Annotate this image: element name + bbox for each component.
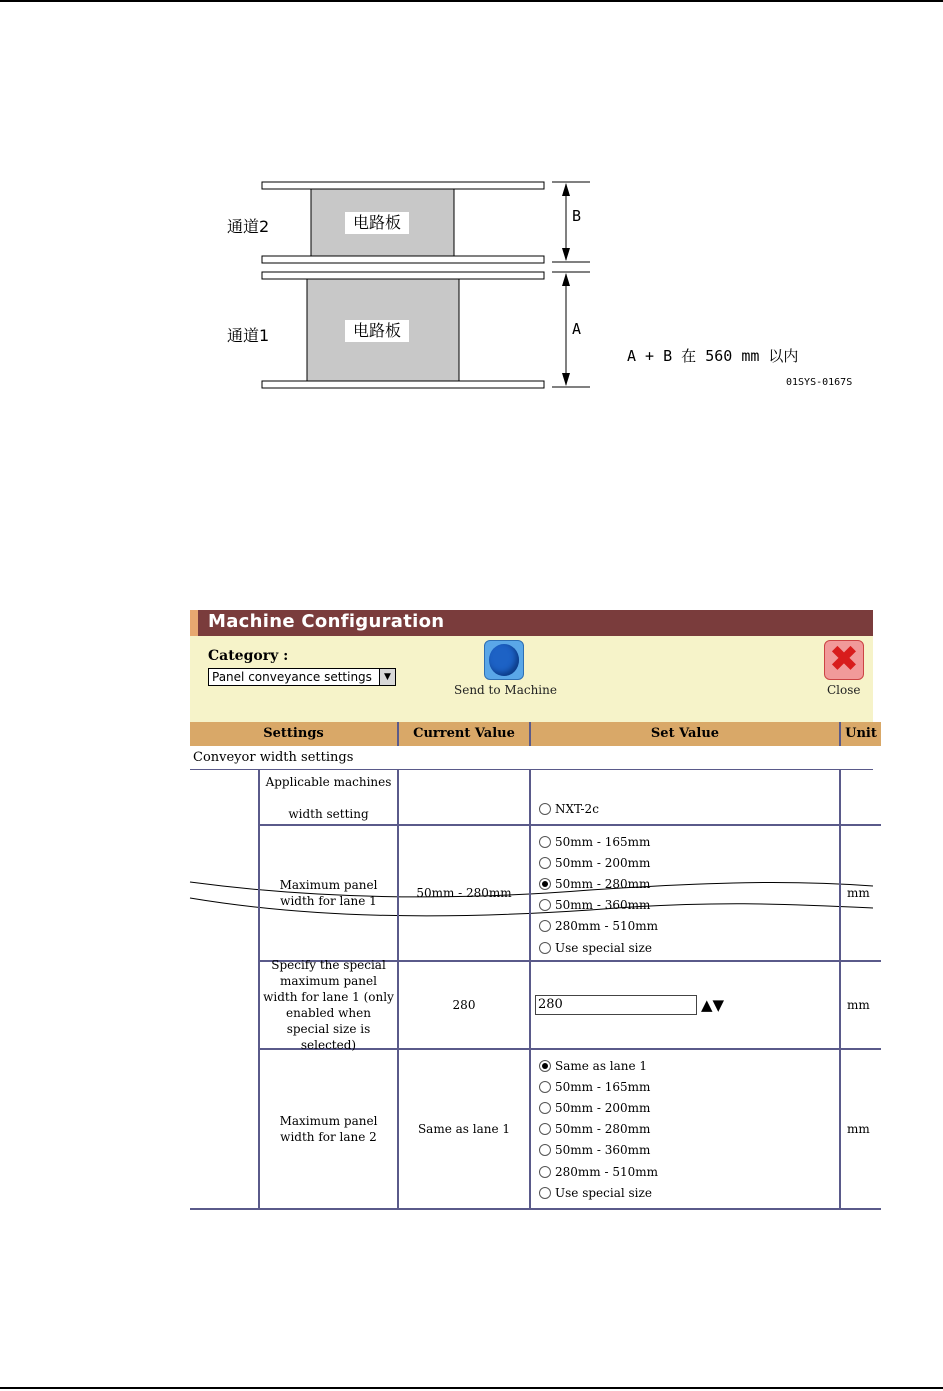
lane1-indent-cell <box>190 826 260 962</box>
category-select[interactable] <box>208 668 396 686</box>
category-value: Panel conveyance settings <box>212 670 372 684</box>
special-width-input[interactable]: 280 <box>535 995 697 1015</box>
lane2-indent-cell <box>190 1050 260 1210</box>
header-unit: Unit <box>841 722 881 746</box>
radio-button-selected[interactable] <box>539 878 551 890</box>
lane2-option-1[interactable] <box>539 1076 839 1097</box>
lane2-option-3[interactable] <box>539 1119 839 1140</box>
lane1-current-cell: 50mm - 280mm <box>399 826 531 962</box>
lane1-option-1[interactable] <box>539 852 839 873</box>
special-value-cell <box>531 962 841 1050</box>
section-title: Conveyor width settings <box>190 746 873 770</box>
send-to-machine-icon[interactable] <box>484 640 524 680</box>
lane-width-diagram <box>0 0 943 420</box>
lane2-option-label: Use special size <box>555 1185 652 1200</box>
radio-button[interactable] <box>539 857 551 869</box>
lane1-option-0[interactable] <box>539 831 839 852</box>
lane2-option-label: 50mm - 200mm <box>555 1100 651 1115</box>
lane2-board-label: 电路板 <box>345 212 409 234</box>
lane1-top-rail <box>262 272 544 279</box>
lane1-option-label: 50mm - 280mm <box>555 876 651 891</box>
lane1-bottom-rail <box>262 381 544 388</box>
lane1-option-3[interactable] <box>539 895 839 916</box>
applicable-current-cell <box>399 770 531 826</box>
lane2-option-label: 50mm - 280mm <box>555 1122 651 1137</box>
radio-button-selected[interactable] <box>539 1060 551 1072</box>
lane2-current-cell: Same as lane 1 <box>399 1050 531 1210</box>
lane1-option-4[interactable] <box>539 916 839 937</box>
lane1-option-5[interactable] <box>539 937 839 958</box>
radio-button[interactable] <box>539 899 551 911</box>
radio-button[interactable] <box>539 1144 551 1156</box>
header-current-value: Current Value <box>399 722 531 746</box>
lane2-option-label: 50mm - 165mm <box>555 1079 651 1094</box>
lane2-option-4[interactable] <box>539 1140 839 1161</box>
window-titlebar <box>190 610 873 636</box>
lane1-option-label: 50mm - 165mm <box>555 834 651 849</box>
dim-b-arrow-top <box>562 183 570 196</box>
figure-id: 01SYS-0167S <box>786 377 853 388</box>
lane2-bottom-rail <box>262 256 544 263</box>
radio-button[interactable] <box>539 1166 551 1178</box>
lane1-option-label: Use special size <box>555 940 652 955</box>
dim-b-arrow-bottom <box>562 248 570 261</box>
dim-b-label: B <box>572 207 582 225</box>
lane2-options <box>531 1050 841 1210</box>
lane1-option-label: 280mm - 510mm <box>555 919 659 934</box>
diagram-graphics <box>0 0 943 420</box>
radio-button[interactable] <box>539 1123 551 1135</box>
lane2-option-5[interactable] <box>539 1161 839 1182</box>
applicable-label-cell <box>260 770 399 826</box>
lane1-unit-cell: mm <box>841 826 881 962</box>
dim-a-arrow-top <box>562 273 570 286</box>
lane1-option-label: 50mm - 200mm <box>555 855 651 870</box>
applicable-options <box>531 770 841 826</box>
lane1-options <box>531 826 841 962</box>
lane2-option-0[interactable] <box>539 1055 839 1076</box>
category-label: Category : <box>208 648 289 664</box>
radio-button[interactable] <box>539 803 551 815</box>
applicable-option-label: NXT-2c <box>555 801 599 816</box>
special-current-cell: 280 <box>399 962 531 1050</box>
radio-button[interactable] <box>539 1081 551 1093</box>
radio-button[interactable] <box>539 836 551 848</box>
lane1-option-label: 50mm - 360mm <box>555 898 651 913</box>
radio-button[interactable] <box>539 1102 551 1114</box>
close-icon[interactable]: ✖ <box>824 640 864 680</box>
applicable-label-bottom: width setting <box>288 807 369 821</box>
machine-configuration-window <box>190 610 877 1212</box>
lane2-top-rail <box>262 182 544 189</box>
lane2-unit-cell: mm <box>841 1050 881 1210</box>
lane2-option-2[interactable] <box>539 1097 839 1118</box>
lane1-option-2[interactable] <box>539 873 839 894</box>
lane2-option-label: Same as lane 1 <box>555 1058 648 1073</box>
toolbar <box>190 636 873 722</box>
lane1-label: 通道1 <box>227 326 270 345</box>
close-button[interactable]: Close <box>827 683 861 697</box>
spinner-arrows-icon[interactable]: ▲▼ <box>701 996 725 1014</box>
dropdown-arrow-icon[interactable]: ▼ <box>379 669 395 685</box>
applicable-option-row[interactable] <box>539 798 599 819</box>
lane1-label-cell: Maximum panel width for lane 1 <box>260 826 399 962</box>
send-to-machine-button[interactable]: Send to Machine <box>454 683 557 697</box>
width-formula: A + B 在 560 mm 以内 <box>627 347 799 365</box>
lane2-label: 通道2 <box>227 217 270 236</box>
radio-button[interactable] <box>539 942 551 954</box>
special-unit-cell: mm <box>841 962 881 1050</box>
dim-a-label: A <box>572 320 582 338</box>
bottom-rule <box>0 1387 943 1389</box>
header-set-value: Set Value <box>531 722 841 746</box>
special-indent-cell <box>190 962 260 1050</box>
applicable-indent-cell <box>190 770 260 826</box>
radio-button[interactable] <box>539 1187 551 1199</box>
lane2-option-6[interactable] <box>539 1182 839 1203</box>
window-title: Machine Configuration <box>208 611 445 632</box>
lane2-option-label: 50mm - 360mm <box>555 1143 651 1158</box>
applicable-unit-cell <box>841 770 881 826</box>
radio-button[interactable] <box>539 920 551 932</box>
lane2-option-label: 280mm - 510mm <box>555 1164 659 1179</box>
special-label-cell: Specify the special maximum panel width for lane 1 (only enabled when special size is selected) <box>260 962 399 1050</box>
lane2-label-cell: Maximum panel width for lane 2 <box>260 1050 399 1210</box>
dim-a-arrow-bottom <box>562 373 570 386</box>
applicable-label-top: Applicable machines <box>265 775 392 789</box>
lane1-board-label: 电路板 <box>345 320 409 342</box>
header-settings: Settings <box>190 722 399 746</box>
